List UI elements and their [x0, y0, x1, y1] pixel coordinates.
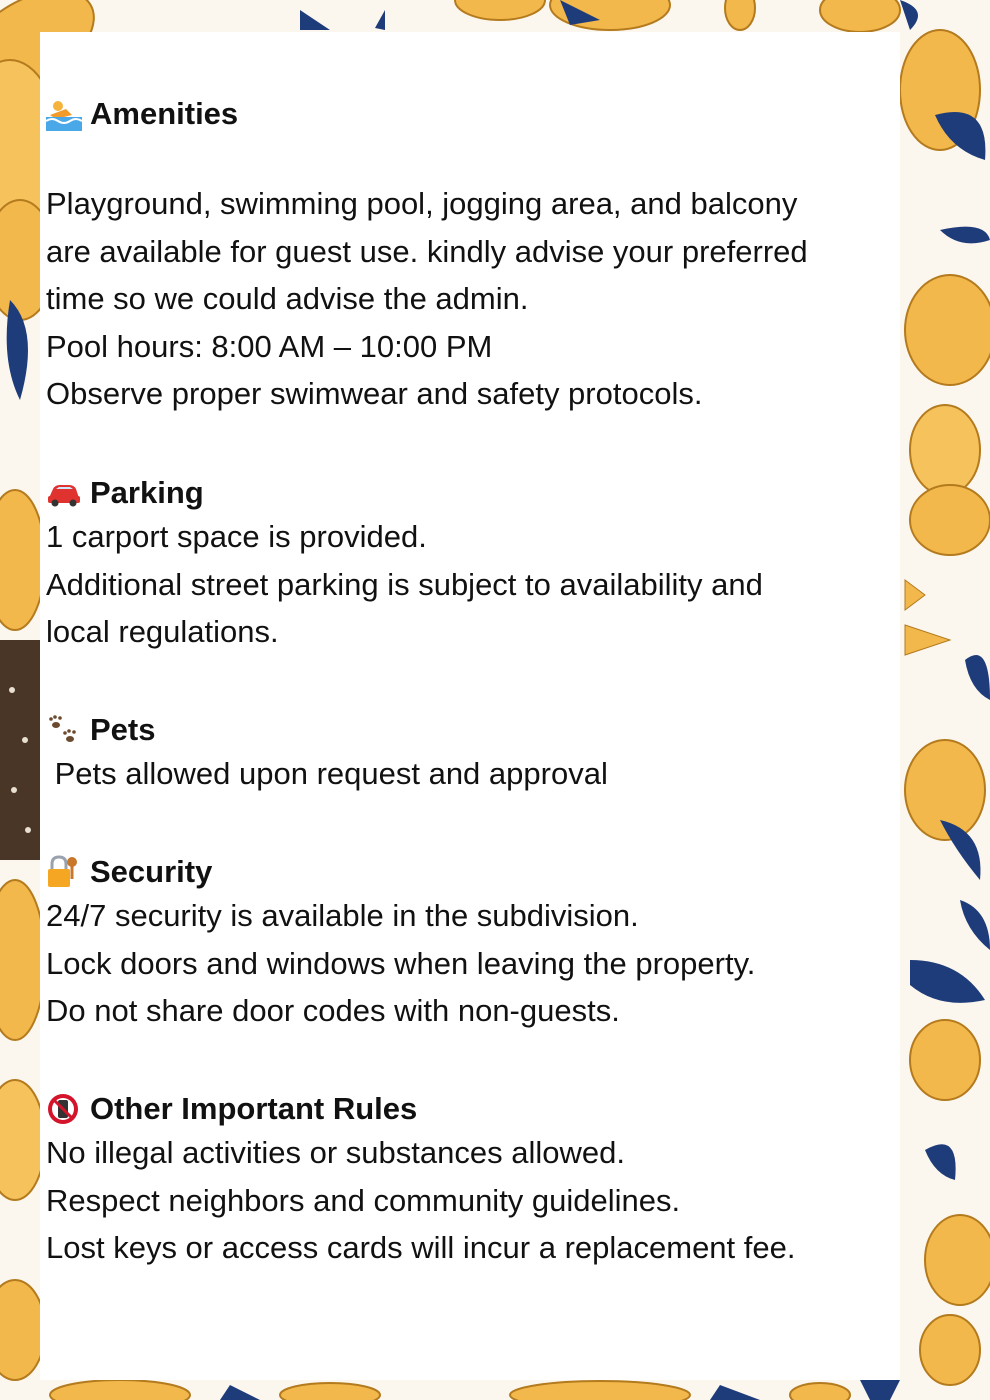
lock-with-key-icon — [46, 855, 82, 889]
amenities-line-3: time so we could advise the admin. — [46, 281, 529, 316]
parking-heading — [46, 473, 906, 513]
amenities-line-4: Pool hours: 8:00 AM – 10:00 PM — [46, 328, 493, 364]
paw-prints-icon — [46, 713, 82, 747]
swimmer-icon — [46, 97, 82, 131]
other-rules-section — [46, 1089, 906, 1272]
bottom-edge-flowers — [50, 1380, 850, 1400]
amenities-line-2: are available for guest use. kindly advise your preferred — [46, 233, 808, 269]
security-title: Security — [90, 854, 213, 889]
parking-line-1: 1 carport space is provided. — [46, 519, 427, 554]
amenities-title: Amenities — [90, 96, 239, 131]
pets-title: Pets — [90, 712, 156, 747]
security-section — [46, 852, 906, 1035]
other-rules-heading — [46, 1089, 906, 1129]
other-rules-title: Other Important Rules — [90, 1091, 418, 1126]
parking-line-3: local regulations. — [46, 614, 279, 649]
pets-section — [46, 710, 906, 798]
left-edge-flowers — [0, 490, 45, 1380]
amenities-line-5: Observe proper swimwear and safety protocols. — [46, 376, 703, 411]
parking-section — [46, 473, 906, 656]
other-rules-line-1: No illegal activities or substances allowed. — [46, 1135, 625, 1170]
other-rules-line-3: Lost keys or access cards will incur a replacement fee. — [46, 1230, 796, 1265]
top-edge-flowers — [300, 0, 918, 32]
other-rules-line-2: Respect neighbors and community guidelines. — [46, 1182, 681, 1218]
security-heading — [46, 852, 906, 892]
amenities-heading — [46, 94, 906, 134]
car-icon — [46, 476, 82, 510]
no-mobile-phones-icon — [46, 1092, 82, 1126]
pets-heading — [46, 710, 906, 750]
amenities-line-1: Playground, swimming pool, jogging area, and balcony — [46, 186, 798, 221]
parking-title: Parking — [90, 475, 204, 510]
amenities-section — [46, 94, 906, 418]
pets-line-1: Pets allowed upon request and approval — [46, 756, 608, 791]
security-line-1: 24/7 security is available in the subdivision. — [46, 898, 639, 933]
parking-line-2: Additional street parking is subject to availability and — [46, 566, 763, 602]
security-line-2: Lock doors and windows when leaving the property. — [46, 945, 756, 981]
security-line-3: Do not share door codes with non-guests. — [46, 993, 620, 1028]
